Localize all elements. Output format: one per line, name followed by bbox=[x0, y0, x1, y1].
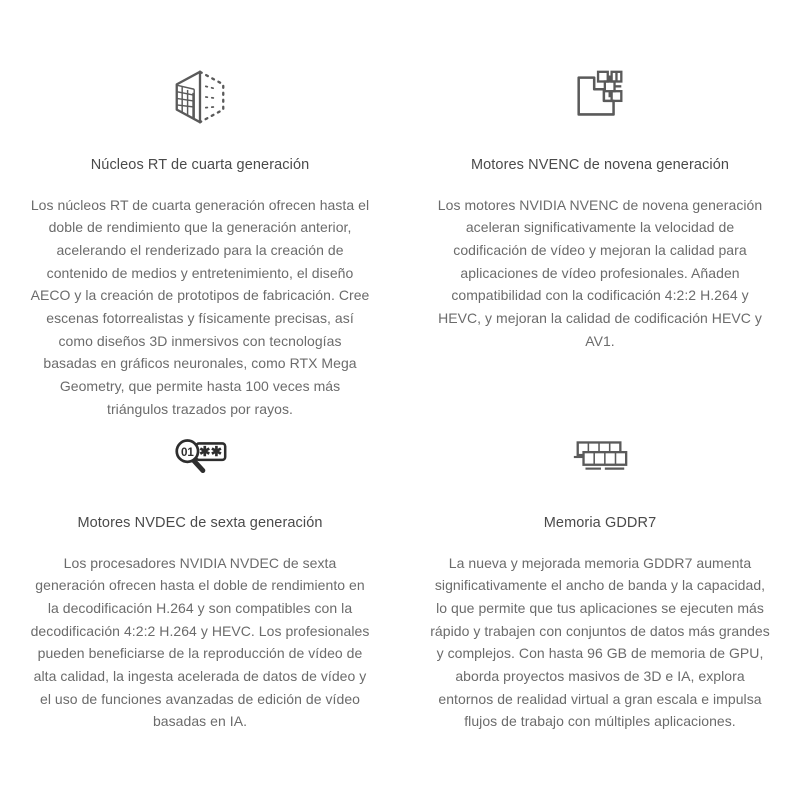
nvdec-binary-label: 01 bbox=[180, 446, 194, 460]
rt-cores-cube-icon bbox=[165, 62, 235, 132]
feature-title: Núcleos RT de cuarta generación bbox=[90, 157, 310, 173]
nvdec-decoder-magnifier-icon bbox=[165, 422, 235, 492]
feature-card-nvenc bbox=[400, 62, 800, 422]
feature-card-rt-cores bbox=[0, 62, 400, 422]
feature-title: Motores NVENC de novena generación bbox=[470, 157, 730, 173]
feature-title: Memoria GDDR7 bbox=[543, 515, 657, 531]
feature-description: La nueva y mejorada memoria GDDR7 aumenta significativamente el ancho de banda y la capacidad, lo que permite que tus aplicaciones se ejecuten más rápido y trabajen con conjuntos de datos más grandes y complejos. Con hasta 96 GB de memoria de GPU, aborda proyectos masivos de 3D e IA, explora entornos de realidad virtual a gran escala e impulsa flujos de trabajo con múltiples aplicaciones. bbox=[430, 554, 770, 730]
feature-card-memory bbox=[400, 422, 800, 782]
feature-card-nvdec bbox=[0, 422, 400, 782]
feature-description: Los núcleos RT de cuarta generación ofrecen hasta el doble de rendimiento que la generación anterior, acelerando el renderizado para la creación de contenido de medios y entretenimiento, el diseño AECO y la creación de prototipos de fabricación. Cree escenas fotorrealistas y físicamente precisas, así como diseños 3D inmersivos con tecnologías basadas en gráficos neuronales, como RTX Mega Geometry, que permite hasta 100 veces más triángulos trazados por rayos. bbox=[30, 196, 370, 417]
feature-description: Los procesadores NVIDIA NVDEC de sexta generación ofrecen hasta el doble de rendimiento en la decodificación H.264 y son compatibles con la decodificación 4:2:2 H.264 y HEVC. Los profesionales pueden beneficiarse de la reproducción de vídeo de alta calidad, la ingesta acelerada de datos de vídeo y el uso de funciones avanzadas de edición de vídeo basadas en IA. bbox=[30, 554, 370, 730]
feature-description: Los motores NVIDIA NVENC de novena generación aceleran significativamente la velocidad de codificación de vídeo y mejoran la calidad para aplicaciones de vídeo profesionales. Añaden compatibilidad con la codificación 4:2:2 H.264 y HEVC, y mejoran la calidad de codificación HEVC y AV1. bbox=[437, 196, 763, 349]
svg-text:✱: ✱ bbox=[210, 444, 223, 460]
feature-title: Motores NVDEC de sexta generación bbox=[77, 515, 323, 531]
memory-modules-icon bbox=[565, 422, 635, 492]
nvenc-encoder-steps-icon bbox=[565, 62, 635, 132]
svg-text:✱: ✱ bbox=[199, 444, 211, 460]
